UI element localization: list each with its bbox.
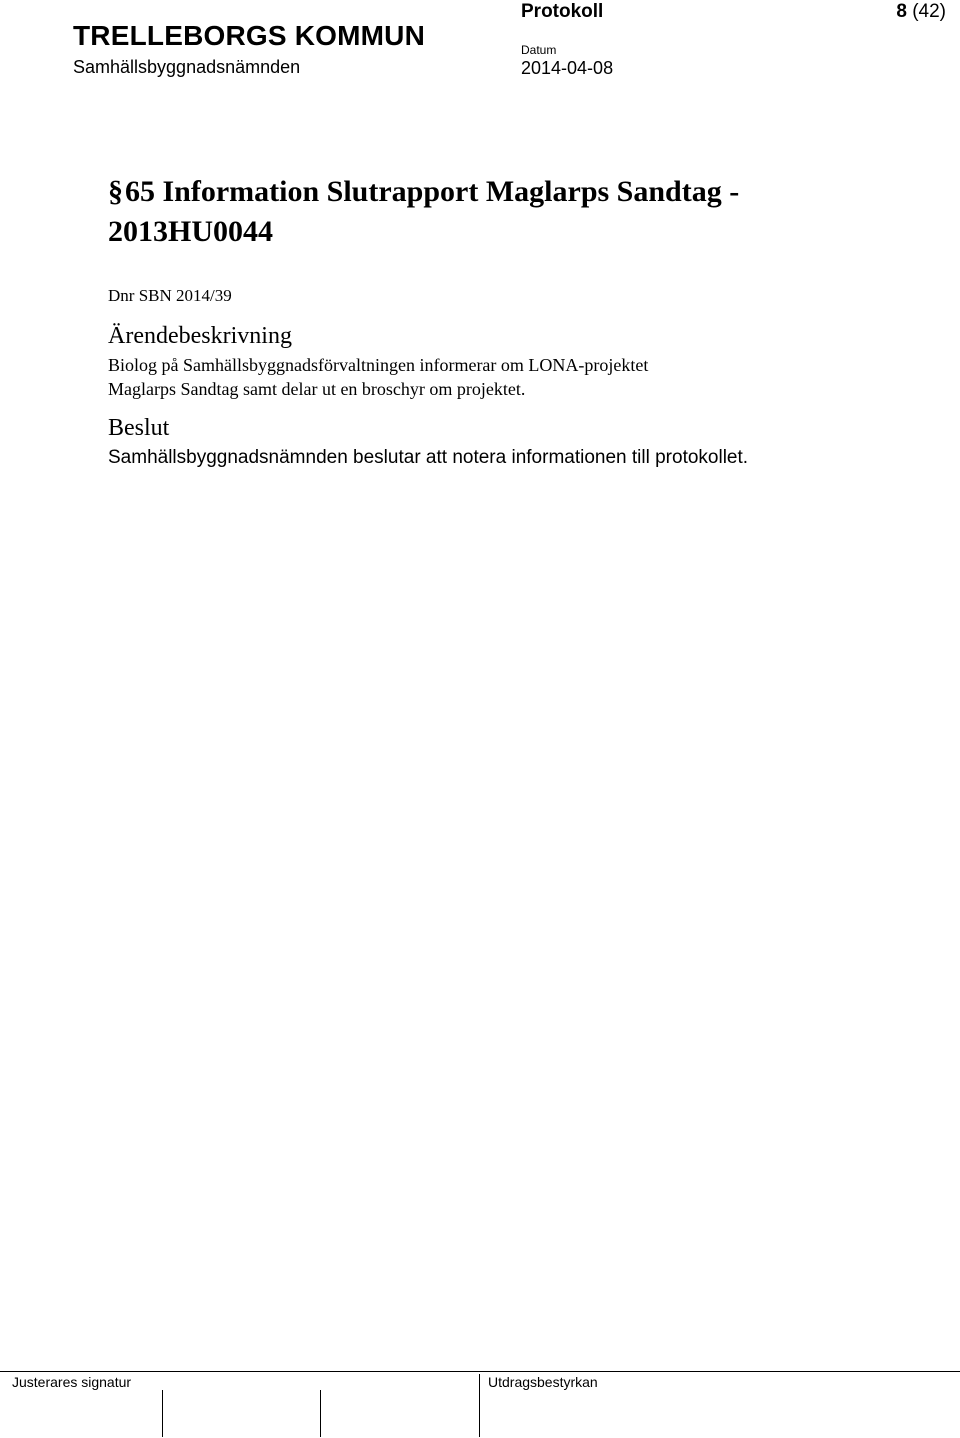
committee-name: Samhällsbyggnadsnämnden — [73, 57, 301, 77]
page-number-total: (42) — [912, 1, 946, 22]
description-line: Biolog på Samhällsbyggnadsförvaltningen informerar om LONA-projektet — [108, 355, 649, 375]
page-number — [896, 1, 946, 23]
description-text — [108, 353, 928, 401]
case-number: Dnr SBN 2014/39 — [108, 286, 232, 305]
document-body — [108, 172, 928, 470]
description-line: Maglarps Sandtag samt delar ut en broschyr om projektet. — [108, 379, 526, 399]
organization-name: TRELLEBORGS KOMMUN — [73, 20, 426, 51]
signature-label: Justerares signatur — [12, 1374, 132, 1390]
section-title-line1: 65 Information Slutrapport Maglarps Sandtag - — [125, 175, 740, 208]
decision-text: Samhällsbyggnadsnämnden beslutar att notera informationen till protokollet. — [108, 447, 749, 468]
signature-box-divider — [320, 1390, 321, 1437]
page-number-current: 8 — [896, 1, 907, 22]
section-title-line2: 2013HU0044 — [108, 215, 273, 248]
signature-box-divider — [479, 1390, 480, 1437]
certification-label: Utdragsbestyrkan — [488, 1374, 598, 1390]
description-heading: Ärendebeskrivning — [108, 323, 292, 349]
date-value: 2014-04-08 — [521, 58, 614, 78]
document-type: Protokoll — [521, 1, 604, 22]
section-title — [108, 172, 928, 252]
date-label: Datum — [521, 43, 557, 57]
footer-divider — [0, 1371, 960, 1372]
paragraph-sign: § — [108, 175, 123, 208]
signature-box-divider — [162, 1390, 163, 1437]
decision-heading: Beslut — [108, 415, 170, 441]
